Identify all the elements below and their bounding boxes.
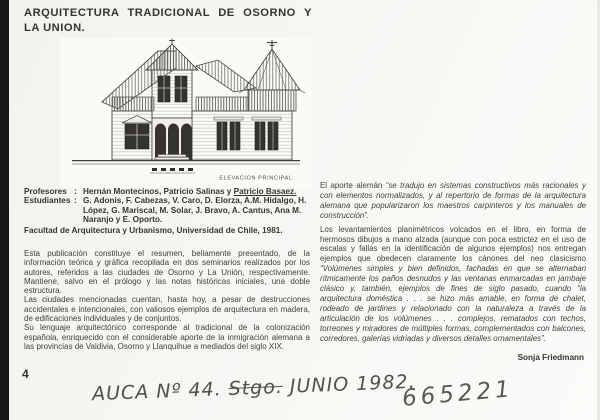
- citation-text: AUCA Nº 44.: [91, 377, 230, 406]
- article-title: ARQUITECTURA TRADICIONAL DE OSORNO Y LA UNION.: [24, 7, 312, 35]
- handwritten-citation: [92, 371, 416, 405]
- professors-names: [83, 187, 314, 196]
- scan-edge-artifact: [0, 0, 9, 420]
- paragraph-german-contribution: [320, 181, 586, 221]
- faculty-line: Facultad de Arquitectura y Urbanismo, Universidad de Chile, 1981.: [24, 225, 283, 235]
- professors-row: [24, 187, 314, 196]
- colon-separator: :: [74, 196, 77, 206]
- students-label: Estudiantes: [24, 196, 71, 206]
- paragraph-surveys: [320, 225, 586, 344]
- figure-caption: ELEVACION PRINCIPAL: [219, 175, 293, 182]
- colon-separator: :: [74, 187, 77, 196]
- left-column: [24, 249, 310, 351]
- professor-underlined-name: Patricio Basaez.: [233, 187, 297, 196]
- right-column: [320, 181, 586, 362]
- entrance-porch: [152, 118, 192, 160]
- professors-names-text: Hernán Montecinos, Patricio Salinas y: [83, 187, 234, 196]
- porch-step: [158, 155, 186, 157]
- quoted-text: “se tradujo en sistemas constructivos más racionales y con elementos normalizados, y al repertorio de formas de la arquitectura alemana que popularizaron los maestros carpinteros y los manuales de construcción”.: [320, 181, 586, 220]
- paragraph-cities: Las ciudades mencionadas cuentan, hasta hoy, a pesar de destrucciones accidentales e intencionales, con valiosos ejemplos de arquitectura en madera, de edificaciones individuales y de conjuntos.: [24, 295, 310, 324]
- paragraph-lead: Los levantamientos planimétricos volcados en el libro, en forma de hermosos dibujos a mano alzada (aunque con poca estrictez en el uso de escalas y fallas en la identificación de algunos ejemplos) nos entregan ejemplos que obedecen claramente los cánones del neo clasicismo: [320, 224, 586, 264]
- students-names: G. Adonis, F. Cabezas, V. Caro, D. Elorza, A.M. Hidalgo, H. López, G. Mariscal, M. Solar, J. Bravo, A. Cantus, Ana M. Naranjo y E. Oporto.: [83, 196, 307, 225]
- page-number: 4: [22, 367, 29, 381]
- house-elevation-figure: [60, 38, 312, 190]
- paragraph-lead: El aporte alemán: [320, 181, 386, 190]
- paragraph-language: Su lenguaje arquitectónico corresponde al tradicional de la colonización española, enriquecido con el considerable aporte de la inmigración alemana a las provincias de Valdivia, Osorno y Llanquihue a mediados del siglo XIX.: [24, 323, 310, 351]
- citation-struck-text: Stgo.: [228, 375, 284, 400]
- handwritten-inventory-number: 665221: [401, 376, 515, 412]
- author-signature: Sonja Friedmann: [517, 352, 584, 362]
- paragraph-summary: Esta publicación constituye el resumen, bellamente presentado, de la información teórica y gráfica recopilada en dos seminarios realizados por los autores, referidos a las ciudades de Osorno y La Unión, respectivamente. Mantiene, salvo en el prólogo y las notas históricas iniciales, una doble estructura.: [24, 249, 310, 296]
- quoted-text: “Volúmenes simples y bien definidos, fachadas en que se alternaban rítmicamente los paños desnudos y las ventanas enmarcadas en jambaje clásico y, también, ejemplos de fines de siglo pasado, cuando “la arquitectura doméstica . . . se hizo más amable, en forma de chalet, rodeado de jardines y relacionado con la naturaleza a través de la articulación de los volúmenes . . . complejos, rematados con techos, torreones y miradores de múltiples formas, complementados con balcones, corredores, galerías vidriadas y diversos detalles ornamentales”.: [320, 264, 586, 343]
- porch-step: [155, 157, 189, 159]
- credits-block: [24, 187, 314, 235]
- professors-label: Profesores: [24, 187, 67, 196]
- house-elevation-drawing: [60, 38, 312, 188]
- students-row: [24, 196, 314, 224]
- left-wing: [112, 111, 152, 160]
- right-wing: [192, 111, 292, 160]
- citation-text: JUNIO 1982,: [282, 370, 416, 398]
